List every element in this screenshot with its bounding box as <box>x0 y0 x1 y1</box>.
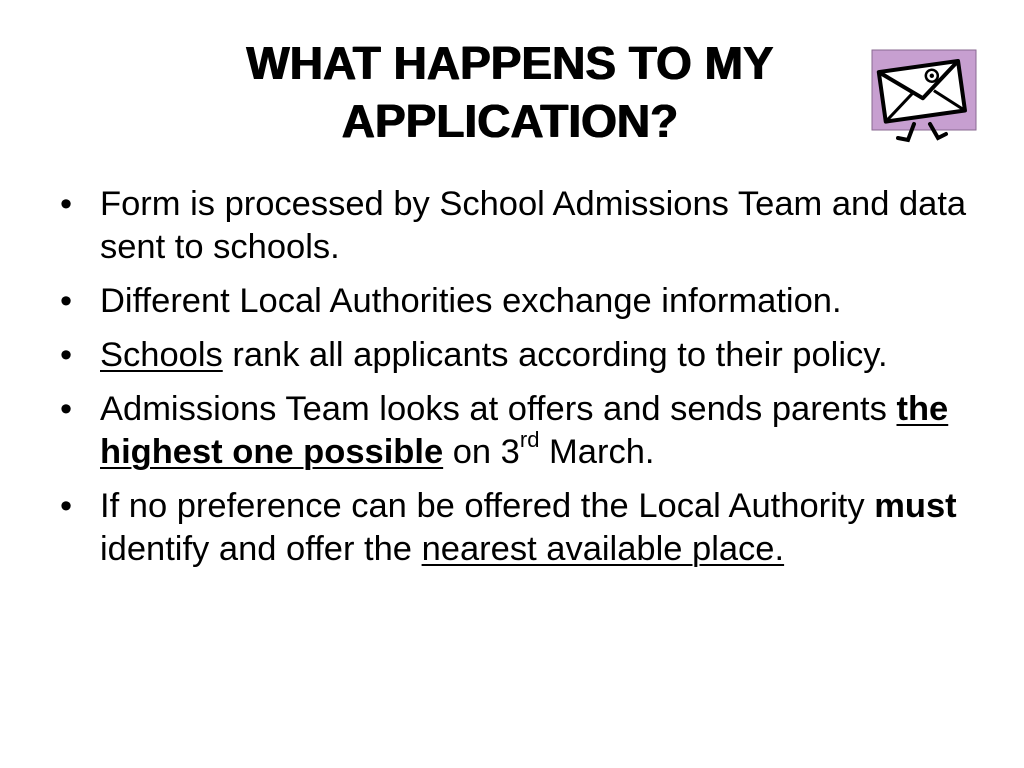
list-item <box>60 280 980 323</box>
bold-text: must <box>874 487 957 525</box>
list-item <box>60 485 980 571</box>
bullet-text: rank all applicants according to their policy. <box>222 336 888 374</box>
bullet-marker: • <box>60 390 73 428</box>
bullet-marker: • <box>60 185 73 223</box>
envelope-character-icon <box>868 48 980 150</box>
underlined-text: nearest available place. <box>421 530 785 568</box>
bullet-marker: • <box>60 282 73 320</box>
title-line-2: APPLICATION? <box>341 95 679 147</box>
superscript-text: rd <box>519 426 540 452</box>
bullet-text: If no preference can be offered the Local Authority <box>100 487 875 525</box>
emphasis-text: the highest one possible <box>100 390 949 471</box>
bullet-text: on 3 <box>443 433 520 471</box>
page-title <box>150 34 870 150</box>
bullet-text: Form is processed by School Admissions Team and data sent to schools. <box>100 185 967 266</box>
bullet-marker: • <box>60 487 73 525</box>
bullet-text: Admissions Team looks at offers and sends parents <box>100 390 897 428</box>
title-line-1: WHAT HAPPENS TO MY <box>246 37 774 89</box>
envelope-shape <box>879 61 965 122</box>
bullet-marker: • <box>60 336 73 374</box>
list-item <box>60 388 980 474</box>
list-item <box>60 334 980 377</box>
bullet-text: Different Local Authorities exchange information. <box>100 282 842 320</box>
bullet-text: March. <box>539 433 655 471</box>
bullet-text: identify and offer the <box>100 530 422 568</box>
bullet-list <box>60 183 980 582</box>
list-item <box>60 183 980 269</box>
underlined-text: Schools <box>100 336 223 374</box>
